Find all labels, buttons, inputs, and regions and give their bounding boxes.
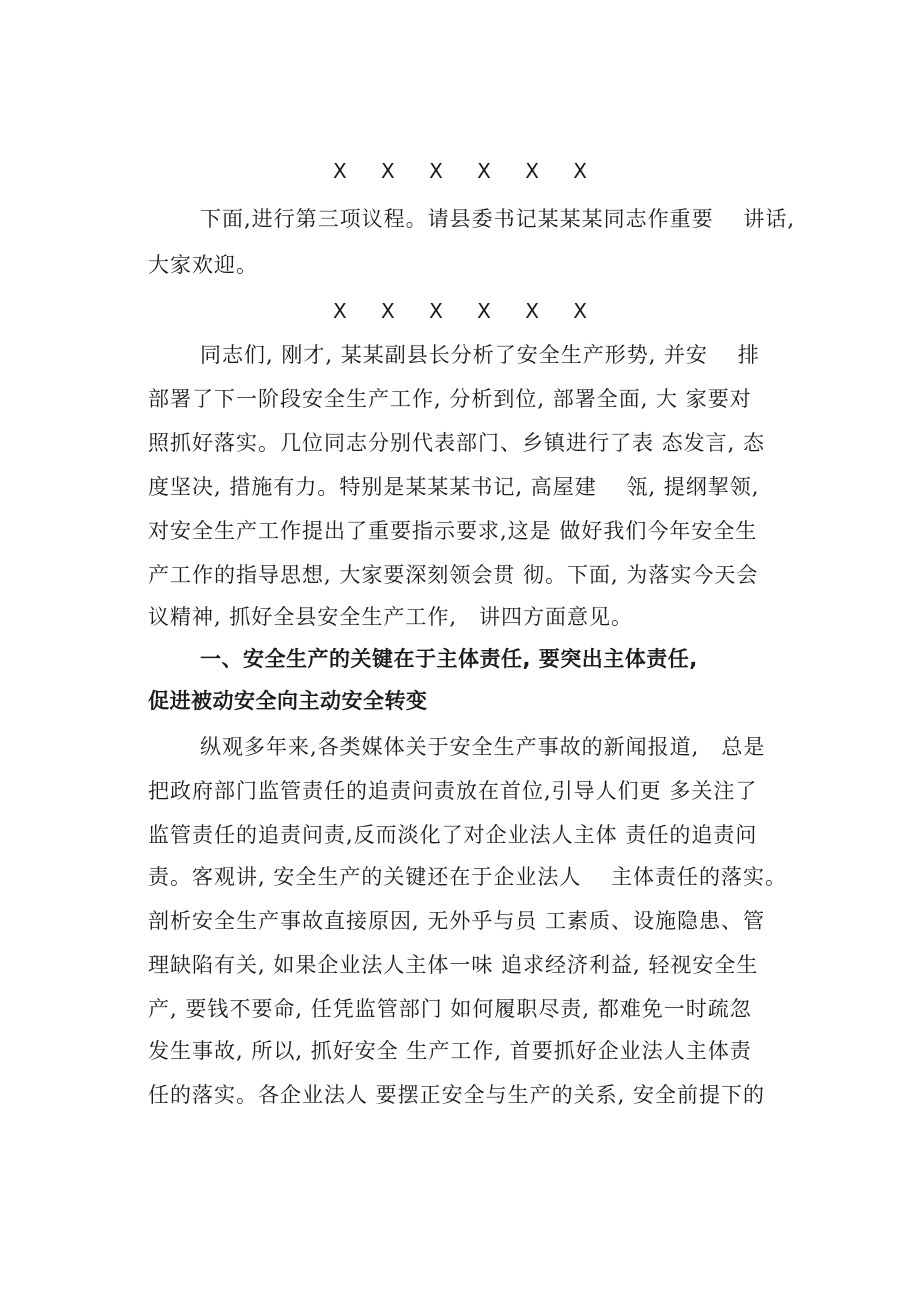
paragraph-line: 议精神, 抓好全县安全生产工作, 讲四方面意见。	[148, 605, 634, 629]
paragraph-line: 监管责任的追责问责,反而淡化了对企业法人主体 责任的追责问	[148, 823, 758, 847]
paragraph-line: 下面,进行第三项议程。请县委书记某某某同志作重要 讲话,	[200, 207, 796, 231]
paragraph-line: 大家欢迎。	[148, 253, 258, 277]
paragraph-line: 责。客观讲, 安全生产的关键还在于企业法人 主体责任的落实。	[148, 865, 788, 889]
paragraph-line: 发生事故, 所以, 抓好安全 生产工作, 首要抓好企业法人主体责	[148, 1039, 752, 1063]
paragraph-line: 任的落实。各企业法人 要摆正安全与生产的关系, 安全前提下的	[148, 1083, 766, 1107]
section-heading: 促进被动安全向主动安全转变	[148, 689, 428, 713]
paragraph-line: 理缺陷有关, 如果企业法人主体一味 追求经济利益, 轻视安全生	[148, 953, 759, 977]
section-heading: 一、安全生产的关键在于主体责任, 要突出主体责任,	[200, 647, 698, 671]
paragraph-line: 纵观多年来,各类媒体关于安全生产事故的新闻报道, 总是	[200, 735, 766, 759]
paragraph-line: 产, 要钱不要命, 任凭监管部门 如何履职尽责, 都难免一时疏忽	[148, 997, 752, 1021]
paragraph-line: 度坚决, 措施有力。特别是某某某书记, 高屋建 瓴, 提纲挈领,	[148, 475, 760, 499]
paragraph-line: 同志们, 刚才, 某某副县长分析了安全生产形势, 并安 排	[200, 343, 760, 367]
paragraph-line: 产工作的指导思想, 大家要深刻领会贯 彻。下面, 为落实今天会	[148, 563, 759, 587]
separator-marker: X X X X X X	[333, 299, 601, 323]
paragraph-line: 部署了下一阶段安全生产工作, 分析到位, 部署全面, 大 家要对	[148, 387, 752, 411]
paragraph-line: 剖析安全生产事故直接原因, 无外乎与员 工素质、设施隐患、管	[148, 909, 766, 933]
paragraph-line: 把政府部门监管责任的追责问责放在首位,引导人们更 多关注了	[148, 779, 758, 803]
paragraph-line: 对安全生产工作提出了重要指示要求,这是 做好我们今年安全生	[148, 519, 758, 543]
paragraph-line: 照抓好落实。几位同志分别代表部门、乡镇进行了表 态发言, 态	[148, 431, 766, 455]
separator-marker: X X X X X X	[333, 159, 601, 183]
